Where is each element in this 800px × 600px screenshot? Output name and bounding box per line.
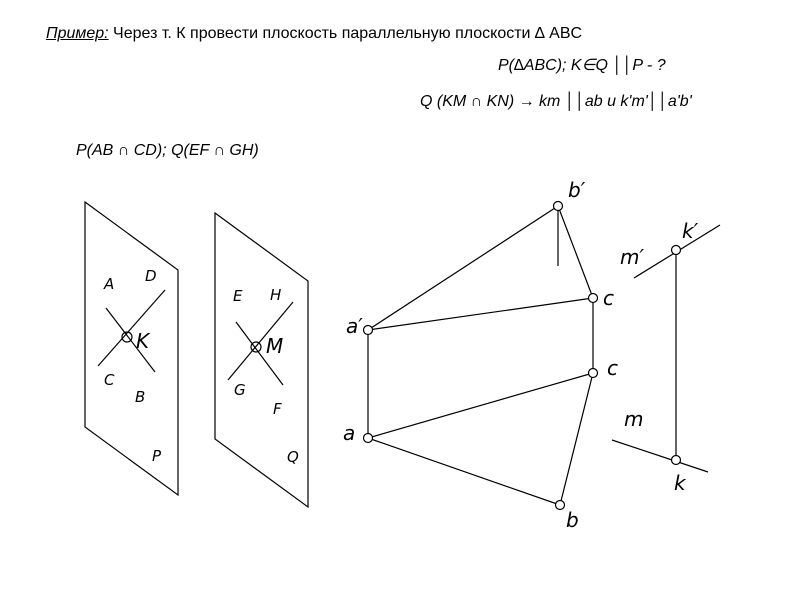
label-b1: b′: [568, 178, 586, 202]
label-c1: c: [603, 286, 614, 310]
point-a: [364, 434, 373, 443]
label-m-upper: M: [266, 334, 284, 358]
label-h-upper: H: [270, 286, 282, 304]
label-g-upper: G: [234, 381, 246, 399]
label-a: a: [343, 421, 356, 445]
edge-a1-b1: [368, 206, 558, 330]
point-b: [556, 501, 565, 510]
point-c1: [589, 294, 598, 303]
edge-a-b: [368, 438, 560, 505]
label-plane-p: P: [152, 447, 162, 465]
edge-a-c: [368, 373, 593, 438]
formula-construction: Q (KM ∩ KN) → km ││ab и k'm'││a'b': [420, 93, 692, 110]
point-k1: [672, 246, 681, 255]
label-c: c: [607, 356, 618, 380]
label-k-upper: K: [136, 329, 150, 353]
edge-b1-c1: [558, 206, 593, 298]
label-k1: k′: [682, 219, 699, 243]
formula-given: P(∆ABC); K∈Q ││P - ?: [498, 57, 666, 74]
point-c: [589, 369, 598, 378]
edge-a1-c1: [368, 298, 593, 330]
label-m1: m′: [620, 245, 645, 269]
line-k-m: [612, 440, 708, 472]
label-b: b: [566, 508, 579, 532]
plane-p-outline: [85, 202, 178, 495]
point-b1: [554, 202, 563, 211]
label-a-upper: A: [104, 275, 115, 293]
label-f-upper: F: [273, 400, 282, 418]
point-a1: [364, 326, 373, 335]
label-m: m: [624, 407, 644, 431]
label-plane-q: Q: [287, 448, 299, 466]
label-a1: a′: [346, 314, 363, 338]
formula-planes: P(AB ∩ CD); Q(EF ∩ GH): [76, 142, 259, 159]
point-k: [672, 456, 681, 465]
label-k: k: [674, 471, 686, 495]
label-c-upper: C: [104, 371, 115, 389]
label-e-upper: E: [233, 287, 243, 305]
label-d-upper: D: [145, 267, 157, 285]
line-cd: [98, 290, 165, 366]
task-text: Через т. К провести плоскость параллельную плоскости ∆ ABC: [108, 25, 583, 42]
example-label: Пример:: [46, 25, 109, 42]
edge-c-b: [560, 373, 593, 505]
label-b-upper: B: [135, 388, 146, 406]
